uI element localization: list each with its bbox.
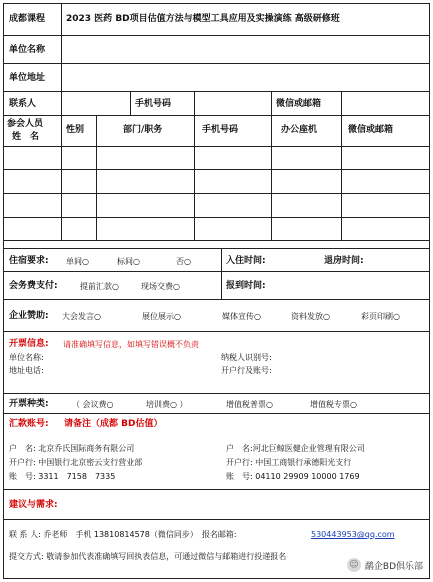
unit-address-field[interactable] [62, 64, 429, 91]
invoice-type-label: 开票种类: [9, 399, 49, 409]
invoice-address-phone-label: 地址电话: [9, 366, 44, 375]
sponsor-print-option[interactable]: 彩页印刷○ [361, 312, 400, 321]
checkout-label: 退房时间: [324, 256, 364, 266]
invoice-info-block [4, 332, 429, 394]
lodging-label: 住宿要求: [9, 256, 49, 266]
remit-note: 请备注（成都 BD估值） [64, 419, 163, 429]
payment-onsite-option[interactable]: 现场交费○ [141, 282, 180, 291]
sponsor-speech-option[interactable]: 大会发言○ [62, 312, 101, 321]
watermark-text: 鹬企BD俱乐部 [364, 561, 423, 572]
remit-label: 汇款账号: [9, 419, 49, 429]
invoice-type-training-option[interactable]: 培训费○ ） [146, 400, 188, 409]
unit-address-row [4, 64, 429, 92]
suggestion-row [4, 490, 429, 520]
contact-phone-label: 手机号码 [135, 99, 172, 109]
unit-name-field[interactable] [62, 36, 429, 63]
course-row [4, 4, 429, 36]
remit-right-account-name: 户 名:河北巨鲸医健企业管理有限公司 [226, 444, 365, 453]
col-phone: 手机号码 [202, 125, 239, 135]
course-title: 2023 医药 BD项目估值方法与模型工具应用及实操演练 高级研修班 [66, 14, 340, 24]
sponsor-label: 企业赞助: [9, 311, 49, 321]
wechat-icon: ☺ [347, 558, 361, 572]
attendees-label-line2: 姓 名 [12, 132, 40, 142]
attendees-label-line1: 参会人员 [7, 119, 44, 129]
unit-name-label: 单位名称 [9, 45, 46, 55]
registration-form [3, 3, 430, 579]
contact-wechat-field[interactable] [342, 92, 429, 115]
payment-remit-option[interactable]: 提前汇款○ [80, 282, 119, 291]
unit-address-label: 单位地址 [9, 73, 46, 83]
remit-right-bank: 开户行: 中国工商银行承德阳光支行 [226, 458, 352, 467]
remit-left-bank: 开户行: 中国银行北京密云支行营业部 [9, 458, 143, 467]
remit-left-account-name: 户 名: 北京乔氏国际商务有限公司 [9, 444, 135, 453]
invoice-info-title: 开票信息: [9, 339, 49, 349]
lodging-none-option[interactable]: 否○ [176, 257, 191, 266]
attendees-table [4, 116, 429, 241]
invoice-info-note: 请准确填写信息，如填写错误概不负责 [63, 340, 199, 349]
payment-label: 会务费支付: [9, 281, 58, 291]
contact-phone-field[interactable] [195, 92, 271, 115]
attendee-row[interactable] [4, 147, 429, 169]
invoice-type-row [4, 394, 429, 414]
invoice-type-normal-vat-option[interactable]: 增值税普票○ [226, 400, 273, 409]
contact-name-field[interactable] [62, 92, 130, 115]
remit-right-account-number: 账 号: 04110 29909 10000 1769 [226, 472, 360, 481]
contact-wechat-label: 微信或邮箱 [276, 99, 322, 109]
col-wechat-email: 微信或邮箱 [348, 125, 394, 135]
invoice-tax-id-label: 纳税人识别号: [221, 353, 272, 362]
invoice-unit-name-label: 单位名称: [9, 353, 44, 362]
sponsor-media-option[interactable]: 媒体宣传○ [222, 312, 261, 321]
checkin-label: 入住时间: [226, 256, 266, 266]
attendee-row[interactable] [4, 218, 429, 240]
footer-email-link[interactable]: 530443953@qq.com [311, 530, 395, 539]
remit-left-account-number: 账 号: 3311 7158 7335 [9, 472, 116, 481]
report-time-label: 报到时间: [226, 281, 266, 291]
watermark [347, 558, 423, 572]
attendee-row[interactable] [4, 194, 429, 217]
course-label: 成都课程 [9, 14, 46, 24]
footer-submit-line: 提交方式: 敬请参加代表准确填写回执表信息，可通过微信与邮箱进行投递报名 [9, 552, 287, 561]
suggestion-label: 建议与需求: [9, 500, 58, 510]
remit-block [4, 414, 429, 490]
unit-name-row [4, 36, 429, 64]
suggestion-field[interactable] [74, 490, 429, 519]
contact-row [4, 92, 429, 116]
lodging-single-option[interactable]: 单间○ [66, 257, 89, 266]
lodging-row [4, 248, 429, 272]
sponsor-booth-option[interactable]: 展位展示○ [142, 312, 181, 321]
invoice-type-meeting-option[interactable]: （ 会议费○ [72, 400, 114, 409]
lodging-standard-option[interactable]: 标间○ [117, 257, 140, 266]
sponsor-row [4, 300, 429, 332]
invoice-type-special-vat-option[interactable]: 增值税专票○ [310, 400, 357, 409]
invoice-bank-account-label: 开户行及账号: [221, 366, 272, 375]
payment-row [4, 272, 429, 300]
col-gender: 性别 [66, 125, 85, 135]
sponsor-materials-option[interactable]: 资料发放○ [291, 312, 330, 321]
footer-contact-line: 联 系 人: 乔老师 手机 13810814578（微信同步） 报名邮箱: [9, 530, 237, 539]
col-dept-title: 部门/职务 [123, 125, 163, 135]
attendee-row[interactable] [4, 170, 429, 193]
col-office-phone: 办公座机 [281, 125, 318, 135]
contact-label: 联系人 [9, 99, 37, 109]
